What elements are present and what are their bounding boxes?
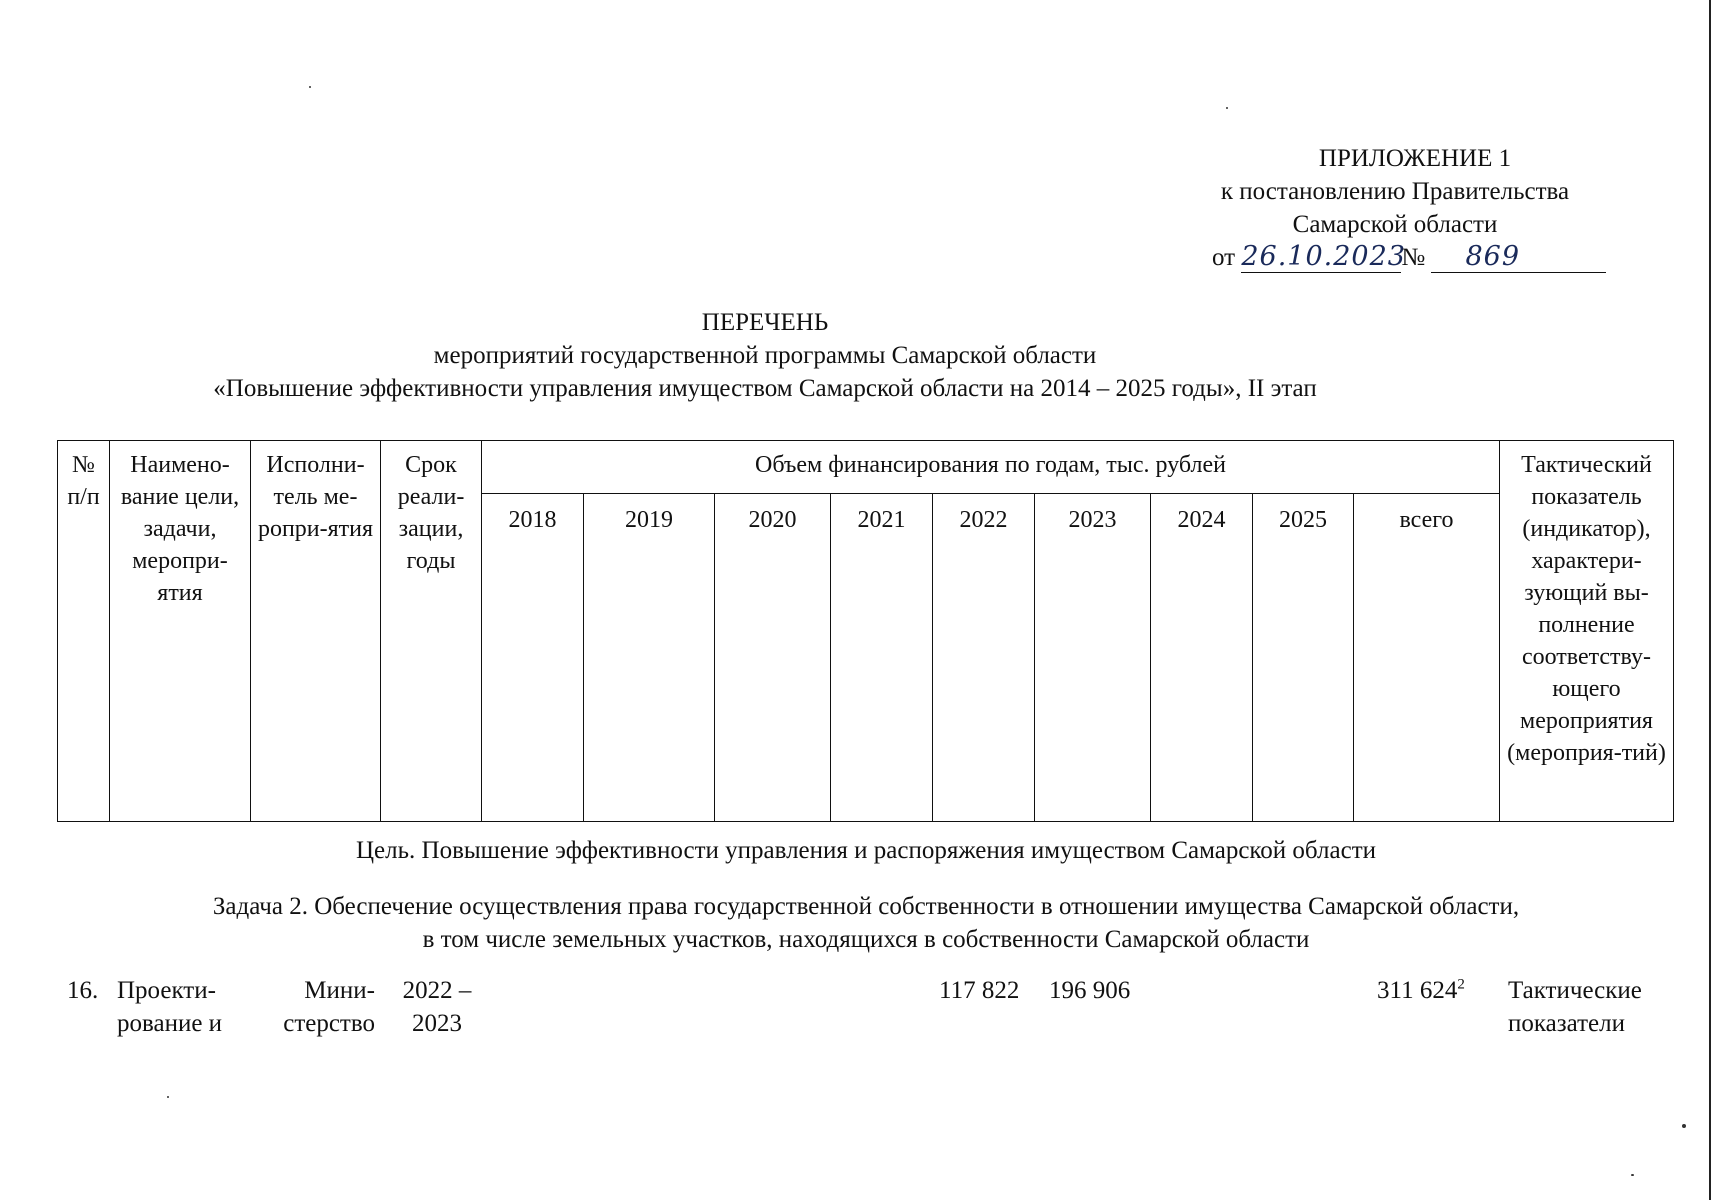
date-field: [1241, 241, 1406, 273]
row16-indicator-line1: Тактические: [1508, 977, 1642, 1004]
header-total: всего: [1354, 494, 1500, 822]
task-line1: Задача 2. Обеспечение осуществления права государственной собственности в отношении имущества Самарской области,: [212, 893, 1520, 920]
header-year-2023: 2023: [1035, 494, 1151, 822]
header-year-2019: 2019: [584, 494, 715, 822]
task-line2: в том числе земельных участков, находящихся в собственности Самарской области: [422, 926, 1310, 953]
row16-total: [1377, 974, 1465, 1007]
header-funding: Объем финансирования по годам, тыс. рублей: [482, 441, 1500, 494]
row16-executor-line1: Мини-: [304, 977, 375, 1004]
goal-text: Цель. Повышение эффективности управления и распоряжения имуществом Самарской области: [355, 837, 1377, 864]
document-heading: [200, 306, 1330, 405]
appendix-date-line: [1160, 241, 1630, 274]
appendix-block: [1160, 142, 1630, 274]
heading-line3: «Повышение эффективности управления имуществом Самарской области на 2014 – 2025 годы», II этап: [213, 375, 1317, 402]
appendix-line3: Самарской области: [1292, 211, 1498, 238]
appendix-line2: к постановлению Правительства: [1220, 178, 1570, 205]
handwritten-date: 26.10.2023: [1241, 241, 1406, 272]
header-year-2022: 2022: [933, 494, 1035, 822]
row16-value-2022: 117 822: [939, 977, 1020, 1004]
header-executor: Исполни-тель ме-ропри-ятия: [251, 441, 381, 822]
header-year-2024: 2024: [1151, 494, 1253, 822]
appendix-title: ПРИЛОЖЕНИЕ 1: [1318, 145, 1512, 172]
header-name: Наимено-вание цели, задачи, меропри-ятия: [110, 441, 251, 822]
row16-name-line2: рование и: [117, 1010, 223, 1037]
scan-speck: [167, 1096, 169, 1098]
header-indicator: Тактический показатель (индикатор), характери-зующий вы-полнение соответству-ющего мероприятия (мероприя-тий): [1500, 441, 1674, 822]
header-year-2021: 2021: [831, 494, 933, 822]
header-num: № п/п: [58, 441, 110, 822]
row16-name: [117, 974, 222, 1040]
row16-term: [392, 974, 482, 1040]
row16-executor: [263, 974, 375, 1040]
row16-indicator: [1508, 974, 1642, 1040]
heading-title: ПЕРЕЧЕНЬ: [701, 309, 829, 336]
scan-speck: [1226, 107, 1228, 109]
row16-total-footnote: 2: [1457, 976, 1465, 993]
task-text: [57, 890, 1675, 956]
header-year-2020: 2020: [715, 494, 831, 822]
scan-page-edge: [1709, 0, 1711, 1200]
row16-indicator-line2: показатели: [1508, 1010, 1625, 1037]
funding-table-header: [57, 440, 1674, 822]
header-year-2025: 2025: [1253, 494, 1354, 822]
scan-speck: [1631, 1174, 1634, 1176]
row16-num: 16.: [67, 977, 99, 1004]
row16-value-2023: 196 906: [1049, 977, 1131, 1004]
row16-total-value: 311 624: [1377, 977, 1458, 1004]
row16-term-line2: 2023: [412, 1010, 462, 1037]
header-term: Срок реали-зации, годы: [381, 441, 482, 822]
row16-executor-line2: стерство: [283, 1010, 375, 1037]
scan-speck: [309, 86, 311, 88]
from-prefix: от: [1212, 244, 1236, 271]
number-label: №: [1401, 244, 1426, 271]
handwritten-number: 869: [1465, 241, 1521, 272]
number-field: [1431, 243, 1606, 273]
header-year-2018: 2018: [482, 494, 584, 822]
row16-term-line1: 2022 –: [402, 977, 472, 1004]
row16-name-line1: Проекти-: [117, 977, 216, 1004]
heading-line2: мероприятий государственной программы Самарской области: [433, 342, 1097, 369]
scan-speck: [1682, 1124, 1686, 1128]
